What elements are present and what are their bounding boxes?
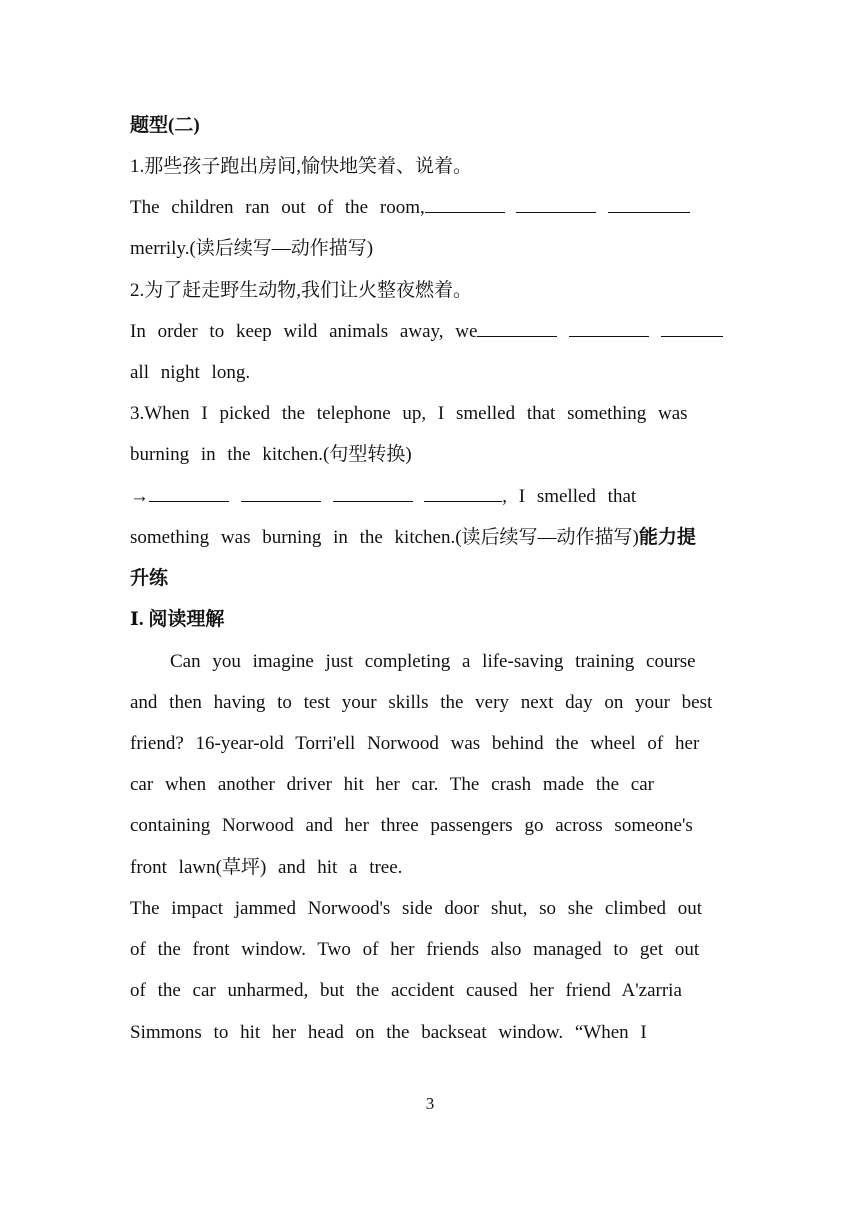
arrow-symbol: → xyxy=(130,486,149,507)
q2-line-1 xyxy=(130,320,723,344)
passage-line: of the car unharmed, but the accident caused her friend A'zarria xyxy=(130,980,682,1001)
q3-line-3 xyxy=(130,485,636,509)
passage-line: containing Norwood and her three passengers go across someone's xyxy=(130,815,693,836)
q3-line-4 xyxy=(130,526,696,550)
passage-line: Can you imagine just completing a life-saving training course xyxy=(170,651,696,672)
answer-blank xyxy=(477,335,557,337)
passage-line: and then having to test your skills the very next day on your best xyxy=(130,692,713,713)
answer-blank xyxy=(149,500,229,502)
answer-blank xyxy=(516,211,596,213)
answer-blank xyxy=(424,500,502,502)
q3-sentence-tail: , I smelled that xyxy=(502,486,637,507)
section-heading: 升练 xyxy=(130,568,169,589)
passage-line: The impact jammed Norwood's side door shut, so she climbed out xyxy=(130,898,703,919)
q2-line-2: all night long. xyxy=(130,362,251,383)
page-number: 3 xyxy=(425,1094,435,1113)
passage-line: car when another driver hit her car. The crash made the car xyxy=(130,774,654,795)
part1-title: Ⅰ. 阅读理解 xyxy=(130,609,225,630)
q3-line-4-text: something was burning in the kitchen.(读后续写—动作描写) xyxy=(130,527,639,548)
answer-blank xyxy=(608,211,690,213)
passage-line: friend? 16-year-old Torri'ell Norwood was behind the wheel of her xyxy=(130,733,700,754)
q3-line-2: burning in the kitchen.(句型转换) xyxy=(130,444,412,465)
q1-prompt: 1.那些孩子跑出房间,愉快地笑着、说着。 xyxy=(130,156,473,177)
q1-line-2: merrily.(读后续写—动作描写) xyxy=(130,238,374,259)
q3-line-1: 3.When I picked the telephone up, I smelled that something was xyxy=(130,403,688,424)
section-title: 题型(二) xyxy=(130,115,200,136)
q1-sentence-start: The children ran out of the room, xyxy=(130,197,425,218)
passage-line: Simmons to hit her head on the backseat window. “When I xyxy=(130,1022,647,1043)
passage-line: of the front window. Two of her friends also managed to get out xyxy=(130,939,700,960)
answer-blank xyxy=(241,500,321,502)
q2-sentence-start: In order to keep wild animals away, we xyxy=(130,321,478,342)
q1-line-1 xyxy=(130,196,690,220)
section-heading-part: 能力提 xyxy=(638,527,696,548)
answer-blank xyxy=(569,335,649,337)
answer-blank xyxy=(661,335,723,337)
answer-blank xyxy=(333,500,413,502)
q2-prompt: 2.为了赶走野生动物,我们让火整夜燃着。 xyxy=(130,280,473,301)
answer-blank xyxy=(425,211,505,213)
passage-line: front lawn(草坪) and hit a tree. xyxy=(130,857,403,878)
